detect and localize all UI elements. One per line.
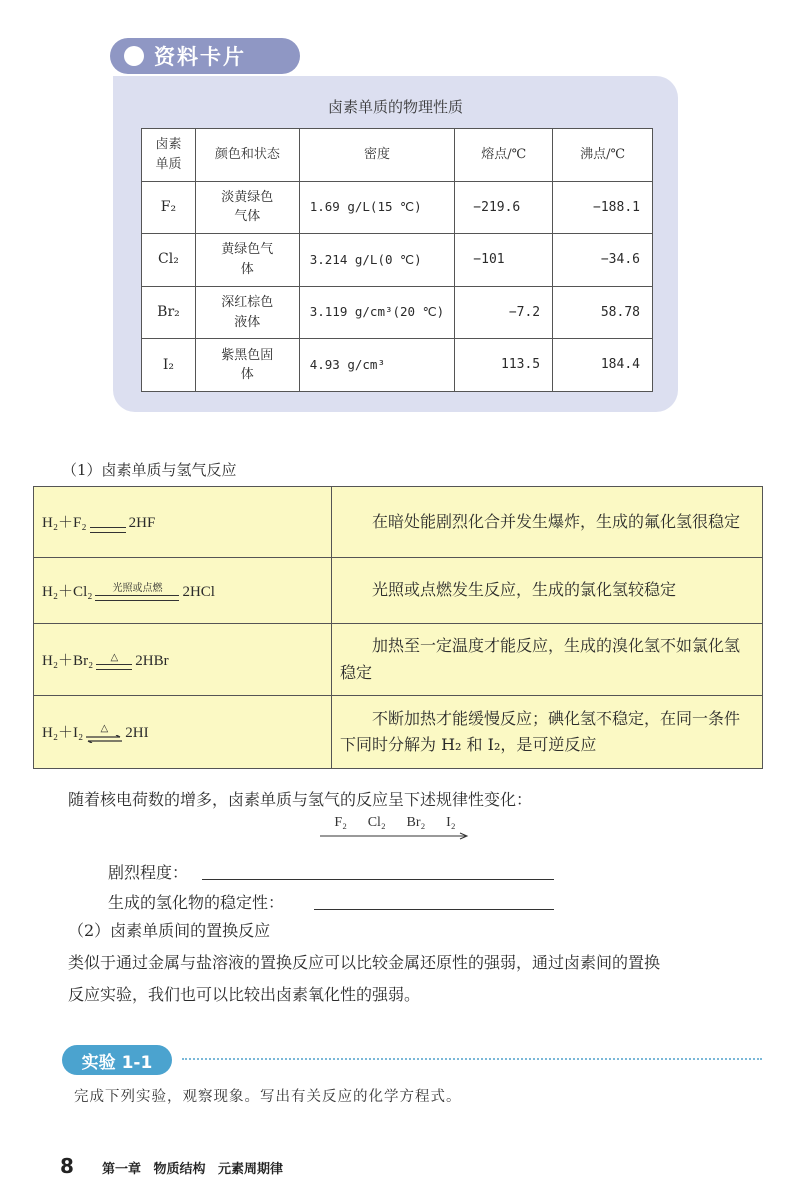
info-card-tab: [110, 38, 300, 74]
equation-reactants: H₂＋Cl₂: [42, 583, 93, 600]
info-card-label: 资料卡片: [154, 45, 246, 69]
cell-color-state: 淡黄绿色气体: [195, 181, 299, 234]
cell-element: Br₂: [142, 286, 196, 339]
equation-reactants: H₂＋Br₂: [42, 652, 94, 669]
question-stability: 生成的氢化物的稳定性：: [108, 893, 285, 912]
reaction-description: 加热至一定温度才能反应，生成的溴化氢不如氯化氢稳定: [332, 624, 763, 696]
cell-boiling: −188.1: [553, 181, 653, 234]
reaction-condition: [90, 515, 126, 527]
table-row: [142, 286, 653, 339]
trend-arrow: [320, 815, 470, 841]
reaction-row: [34, 487, 763, 558]
reaction-equation: [34, 558, 332, 624]
reaction-condition: 光照或点燃: [112, 583, 163, 595]
equation-reactants: H₂＋F₂: [42, 515, 87, 532]
experiment-instruction: 完成下列实验，观察现象。写出有关反应的化学方程式。: [74, 1089, 462, 1105]
reversible-arrow: [86, 723, 122, 743]
section2-heading: （2）卤素单质间的置换反应: [68, 921, 271, 940]
cell-element: F₂: [142, 181, 196, 234]
trend-item: Cl₂: [367, 815, 386, 830]
answer-blank-stability[interactable]: [314, 909, 554, 910]
table-row: [142, 234, 653, 287]
equation-reactants: H₂＋I₂: [42, 724, 84, 741]
equals-sign: [96, 652, 132, 670]
halogen-properties-table: [141, 128, 653, 392]
header-density: 密度: [299, 129, 455, 182]
reaction-condition: △: [110, 652, 119, 664]
reaction-row: [34, 624, 763, 696]
cell-density: 4.93 g/cm³: [299, 339, 455, 392]
cell-melting: −101: [455, 234, 553, 287]
equals-sign: [95, 583, 179, 601]
cell-color-state: 深红棕色液体: [195, 286, 299, 339]
header-boiling: 沸点/℃: [553, 129, 653, 182]
cell-boiling: −34.6: [553, 234, 653, 287]
reaction-description: 不断加热才能缓慢反应；碘化氢不稳定，在同一条件下同时分解为 H₂ 和 I₂，是可逆反应: [332, 696, 763, 769]
section1-heading: （1）卤素单质与氢气反应: [62, 461, 237, 479]
hydrogen-reaction-table: [33, 486, 763, 769]
cell-density: 3.214 g/L(0 ℃): [299, 234, 455, 287]
cell-melting: 113.5: [455, 339, 553, 392]
reaction-description: 在暗处能剧烈化合并发生爆炸，生成的氟化氢很稳定: [332, 487, 763, 558]
equation-product: 2HBr: [135, 652, 169, 669]
cell-boiling: 58.78: [553, 286, 653, 339]
cell-color-state: 紫黑色固体: [195, 339, 299, 392]
cell-element: Cl₂: [142, 234, 196, 287]
reaction-description: 光照或点燃发生反应，生成的氯化氢较稳定: [332, 558, 763, 624]
reaction-row: [34, 558, 763, 624]
table-row: [142, 181, 653, 234]
cell-density: 1.69 g/L(15 ℃): [299, 181, 455, 234]
cell-element: I₂: [142, 339, 196, 392]
table-header-row: [142, 129, 653, 182]
reaction-equation: [34, 696, 332, 769]
trend-item: I₂: [446, 815, 456, 830]
header-melting: 熔点/℃: [455, 129, 553, 182]
bullet-icon: [124, 46, 144, 66]
page-number: 8: [60, 1154, 74, 1178]
question-intensity: 剧烈程度：: [108, 863, 189, 882]
cell-boiling: 184.4: [553, 339, 653, 392]
reaction-equation: [34, 624, 332, 696]
answer-blank-intensity[interactable]: [202, 879, 554, 880]
reaction-row: [34, 696, 763, 769]
header-color-state: 颜色和状态: [195, 129, 299, 182]
chapter-title: 第一章 物质结构 元素周期律: [102, 1162, 284, 1177]
trend-item: Br₂: [406, 815, 426, 830]
trend-item: F₂: [334, 815, 348, 830]
section2-paragraph-line2: 反应实验，我们也可以比较出卤素氧化性的强弱。: [68, 985, 421, 1004]
cell-density: 3.119 g/cm³(20 ℃): [299, 286, 455, 339]
reaction-condition: △: [100, 723, 109, 735]
equation-product: 2HI: [125, 724, 149, 741]
section2-paragraph-line1: 类似于通过金属与盐溶液的置换反应可以比较金属还原性的强弱，通过卤素间的置换: [68, 953, 661, 972]
equals-sign: [90, 515, 126, 533]
dotted-divider: [182, 1058, 762, 1060]
right-arrow-icon: [320, 831, 470, 841]
cell-melting: −219.6: [455, 181, 553, 234]
table-title: 卤素单质的物理性质: [327, 98, 463, 116]
trend-summary: 随着核电荷数的增多，卤素单质与氢气的反应呈下述规律性变化：: [68, 790, 533, 809]
header-element: 卤素单质: [142, 129, 196, 182]
equation-product: 2HCl: [182, 583, 215, 600]
cell-color-state: 黄绿色气体: [195, 234, 299, 287]
reaction-equation: [34, 487, 332, 558]
table-row: [142, 339, 653, 392]
cell-melting: −7.2: [455, 286, 553, 339]
experiment-label: 实验 1-1: [62, 1045, 172, 1075]
equation-product: 2HF: [128, 515, 156, 532]
